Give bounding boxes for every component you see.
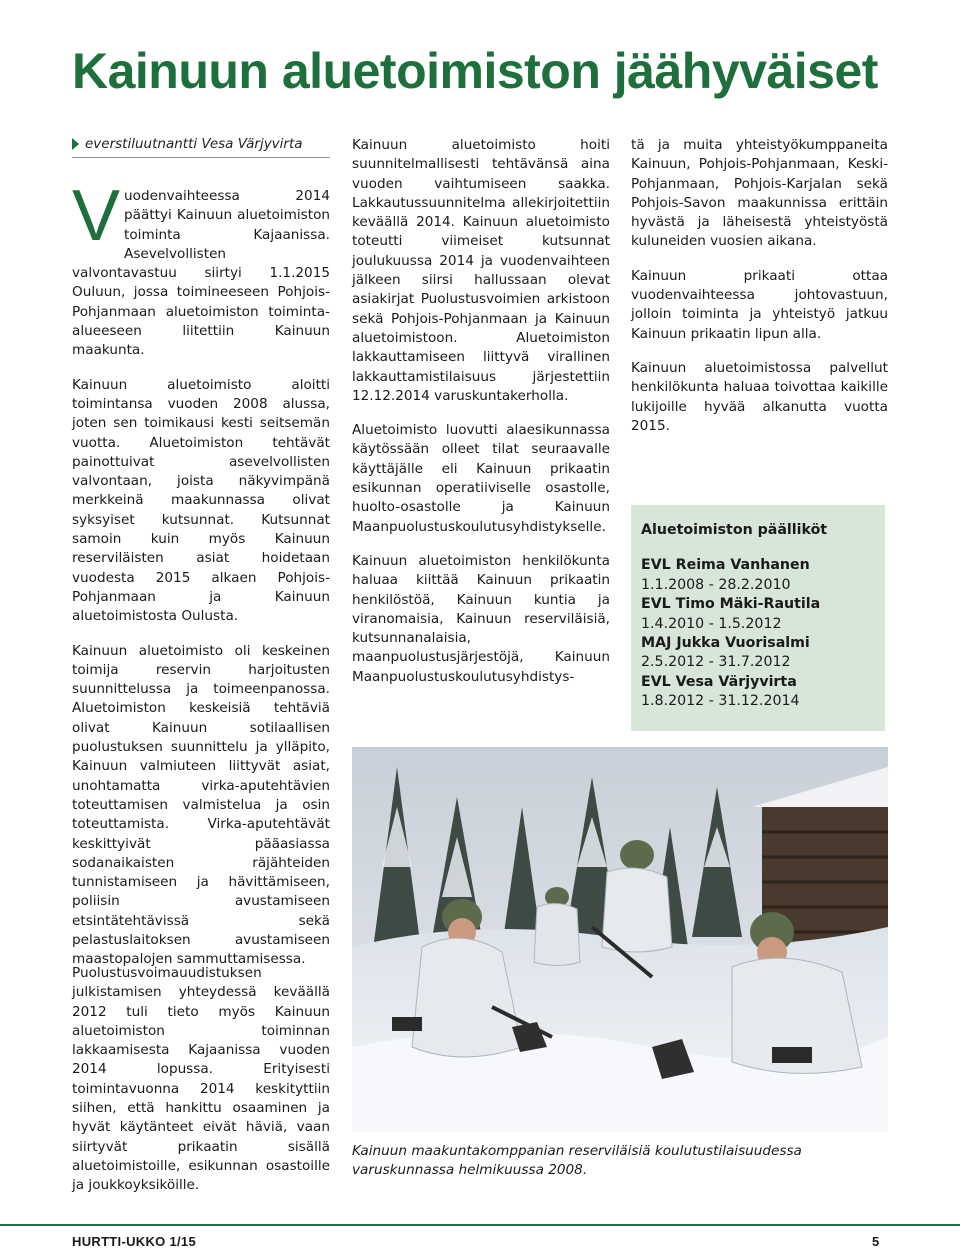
column-3 bbox=[631, 136, 888, 451]
chiefs-infobox bbox=[631, 505, 885, 731]
chief-entry bbox=[641, 595, 875, 634]
paragraph bbox=[72, 176, 330, 361]
chief-name: MAJ Jukka Vuorisalmi bbox=[641, 635, 810, 652]
byline-author: everstiluutnantti Vesa Värjyvirta bbox=[85, 136, 303, 152]
photo-caption: Kainuun maakuntakomppanian reserviläisiä koulutustilaisuudessa varuskunnassa helmikuussa 2008. bbox=[352, 1143, 802, 1178]
column-2 bbox=[352, 136, 610, 702]
chief-period: 1.1.2008 - 28.2.2010 bbox=[641, 576, 791, 593]
chief-period: 1.4.2010 - 1.5.2012 bbox=[641, 615, 782, 632]
chief-name: EVL Timo Mäki-Rautila bbox=[641, 596, 821, 613]
footer-rule bbox=[0, 1224, 960, 1226]
page-number: 5 bbox=[872, 1234, 880, 1249]
byline-marker-icon bbox=[72, 138, 79, 150]
chief-period: 1.8.2012 - 31.12.2014 bbox=[641, 693, 800, 710]
paragraph: Kainuun aluetoimisto oli keskeinen toimija reservin harjoitusten suunnittelussa ja toimeenpanossa. Aluetoimiston keskeisiä tehtäviä olivat Kainuun sotilaallisen puolustuksen suunnittelu ja ylläpito, Kainuun valmiuteen liittyvät asiat, unohtamatta virka-aputehtävien toteuttamisen valmistelua ja osin toteuttamista. Virka-aputehtävät keskittyivät pääasiassa sodanaikaisten räjähteiden tunnistamiseen ja hävittämiseen, poliisin avustamiseen etsintätehtävissä sekä pelastuslaitoksen avustamiseen maastopalojen sammuttamisessa. bbox=[72, 642, 330, 968]
chief-entry bbox=[641, 673, 875, 712]
chief-period: 2.5.2012 - 31.7.2012 bbox=[641, 654, 791, 671]
paragraph: Kainuun aluetoimiston henkilökunta haluaa kiittää Kainuun prikaatin henkilöstöä, Kainuun kuntia ja viranomaisia, Kainuun reserviläisiä, kutsunnanalaisia, maanpuolustusjärjestöjä, Kainuun Maanpuolustuskoulutusyhdistys- bbox=[352, 552, 610, 685]
column-1 bbox=[72, 176, 330, 985]
column-1-bottom bbox=[72, 964, 330, 1211]
byline bbox=[72, 136, 330, 158]
paragraph-text: uodenvaihteessa 2014 päättyi Kainuun aluetoimiston toiminta Kajaanissa. Asevelvollisten valvontavastuu siirtyi 1.1.2015 Ouluun, jossa toimineeseen Pohjois-Pohjanmaan aluetoimiston toiminta-alueeseen liitettiin Kainuun maakunta. bbox=[72, 188, 330, 359]
chief-name: EVL Reima Vanhanen bbox=[641, 557, 810, 574]
paragraph: Aluetoimisto luovutti alaesikunnassa käytössään olleet tilat seuraavalle käyttäjälle eli Kainuun prikaatin esikunnan operatiiviselle osastolle, huolto-osastolle ja Kainuun Maanpuolustuskoulutusyhdistykselle. bbox=[352, 422, 610, 535]
article-title: Kainuun aluetoimiston jäähyväiset bbox=[72, 43, 878, 99]
paragraph: Kainuun aluetoimistossa palvellut henkilökunta haluaa toivottaa kaikille lukijoille hyvää alkanutta vuotta 2015. bbox=[631, 359, 888, 434]
infobox-title: Aluetoimiston päälliköt bbox=[641, 522, 828, 538]
article-photo bbox=[352, 747, 888, 1132]
footer-magazine: HURTTI-UKKO 1/15 bbox=[72, 1234, 196, 1249]
photo-illustration bbox=[352, 747, 888, 1132]
paragraph: Kainuun aluetoimisto hoiti suunnitelmallisesti tehtävänsä aina vuoden vaihtumiseen saakka. Lakkautussuunnitelma allekirjoitettiin keväällä 2014. Kainuun aluetoimisto toteutti viimeiset kutsunnat joulukuussa 2014 ja vuodenvaihteen jälkeen siirsi hallussaan olevat asiakirjat Puolustusvoimien arkistoon sekä Pohjois-Pohjanmaan ja Kainuun aluetoimistoon. Aluetoimiston lakkauttamiseen liittyvä virallinen lakkauttamistilaisuus järjestettiin 12.12.2014 varuskuntakerholla. bbox=[352, 137, 610, 404]
paragraph: Kainuun aluetoimisto aloitti toimintansa vuoden 2008 alussa, joten sen toimikausi kesti seitsemän vuotta. Aluetoimiston tehtävät painottuivat asevelvollisten valvontaan, joista näkyvimpänä merkkeinä maakunnassa olivat syksyiset kutsunnat. Kutsunnat samoin kuin myös Kainuun reserviläisten asiat hoidetaan vuodesta 2015 alkaen Pohjois-Pohjanmaan ja Kainuun aluetoimistosta Oulusta. bbox=[72, 376, 330, 625]
paragraph: Kainuun prikaati ottaa vuodenvaihteessa johtovastuun, jolloin toiminta ja yhteistyö jatkuu Kainuun prikaatin lipun alla. bbox=[631, 267, 888, 342]
chief-entry bbox=[641, 556, 875, 595]
paragraph: tä ja muita yhteistyökumppaneita Kainuun, Pohjois-Pohjanmaan, Keski-Pohjanmaan, Pohjois-Karjalan sekä Pohjois-Savon maakunnissa erittäin hyvästä ja läheisestä yhteistyöstä kuluneiden vuosien aikana. bbox=[631, 137, 888, 250]
chief-name: EVL Vesa Värjyvirta bbox=[641, 673, 797, 690]
paragraph: Puolustusvoimauudistuksen julkistamisen yhteydessä keväällä 2012 tuli tieto myös Kainuun aluetoimiston toiminnan lakkaamisesta Kajaanissa vuoden 2014 lopussa. Erityisesti toimintavuonna 2014 keskityttiin siihen, että hankittu osaaminen ja hyvät käytänteet eivät häviä, vaan siirtyvät prikaatin sisällä aluetoimistoille, esikunnan osastoille ja joukkoyksiköille. bbox=[72, 965, 330, 1194]
chief-entry bbox=[641, 634, 875, 673]
drop-cap: V bbox=[72, 176, 121, 256]
